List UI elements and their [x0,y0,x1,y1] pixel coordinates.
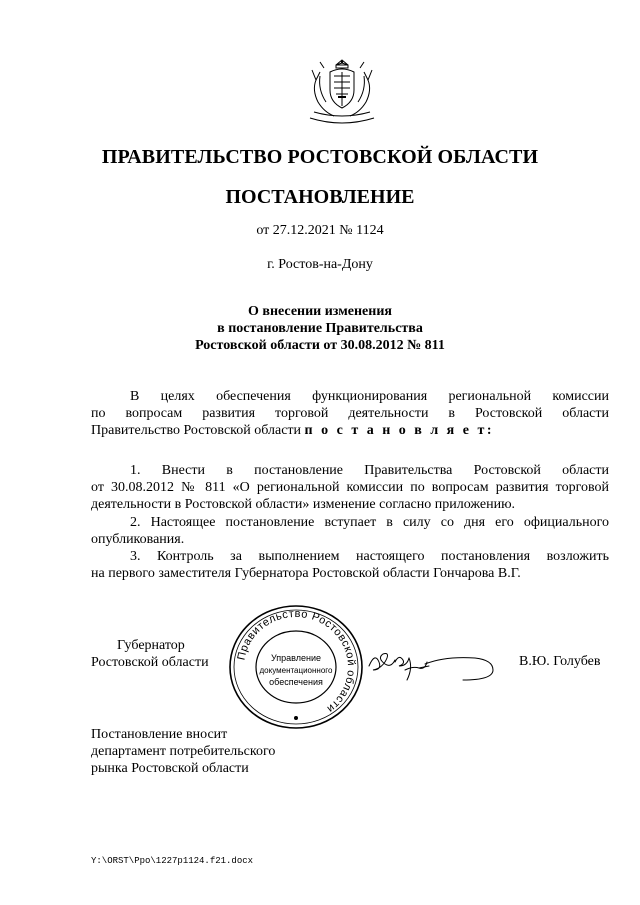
paragraph-text: Правительство Ростовской области [91,423,305,438]
signatory-title: Губернатор [117,638,185,653]
seal-ring-text: Правительство Ростовской области [235,607,358,716]
paragraph-line: деятельности в Ростовской области» изменение согласно приложению. [91,497,516,512]
signatory-region: Ростовской области [91,655,209,670]
paragraph-line: по вопросам развития торговой деятельности в Ростовской области [91,406,609,421]
file-path-footer: Y:\ORST\Ppo\1227p1124.f21.docx [91,856,254,866]
official-stamp-seal [226,604,366,730]
contributor-line: Постановление вносит [91,727,228,742]
paragraph-line: В целях обеспечения функционирования региональной комиссии [130,389,609,404]
document-type-heading: ПОСТАНОВЛЕНИЕ [225,186,415,208]
subject-line: О внесении изменения [248,304,392,319]
contributor-line: рынка Ростовской области [91,761,249,776]
paragraph-line: 2. Настоящее постановление вступает в силу со дня его официального [130,515,609,530]
document-city: г. Ростов-на-Дону [267,257,373,272]
document-date-number: от 27.12.2021 № 1124 [256,223,384,238]
contributor-note [91,726,275,777]
government-title: ПРАВИТЕЛЬСТВО РОСТОВСКОЙ ОБЛАСТИ [101,146,539,168]
item-1-paragraph [91,462,609,513]
paragraph-line [91,422,609,439]
paragraph-line: 1. Внести в постановление Правительства Ростовской области [130,463,609,478]
paragraph-line: на первого заместителя Губернатора Ростовской области Гончарова В.Г. [91,566,521,581]
handwritten-signature [365,640,497,684]
seal-center-text: обеспечения [269,677,323,687]
resolves-emphasis: п о с т а н о в л я е т: [304,423,495,438]
subject-line: Ростовской области от 30.08.2012 № 811 [195,338,445,353]
subject-line: в постановление Правительства [217,321,423,336]
contributor-line: департамент потребительского [91,744,276,759]
paragraph-line: опубликования. [91,532,185,547]
seal-center-text: Управление [270,653,322,663]
item-3-paragraph [91,548,609,582]
paragraph-line: от 30.08.2012 № 811 «О региональной комиссии по вопросам развития торговой [91,480,609,495]
paragraph-line: 3. Контроль за выполнением настоящего постановления возложить [130,549,609,564]
coat-of-arms-emblem [300,56,384,126]
seal-center-text: документационного [259,666,333,675]
signatory-position [91,637,209,671]
intro-paragraph [91,388,609,439]
item-2-paragraph [91,514,609,548]
signatory-name: В.Ю. Голубев [519,654,601,669]
